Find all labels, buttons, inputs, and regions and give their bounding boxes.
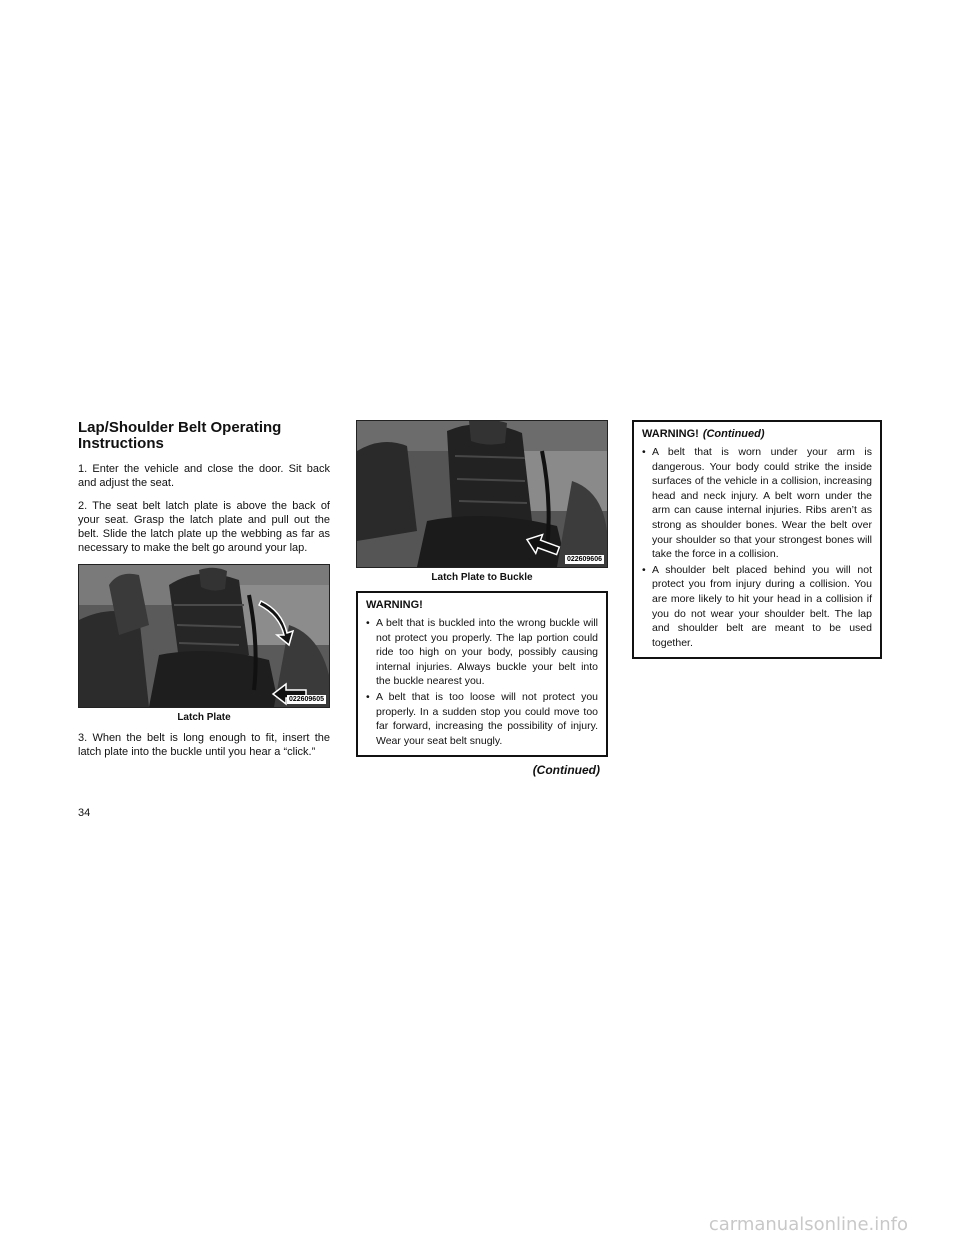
- watermark: carmanualsonline.info: [708, 1214, 908, 1235]
- bullet-icon: •: [642, 446, 646, 458]
- figure-code: 022609606: [566, 556, 602, 563]
- step-3: 3. When the belt is long enough to fit, insert the latch plate into the buckle until you hear a “click.”: [78, 732, 330, 758]
- figure-caption: Latch Plate: [177, 712, 231, 723]
- continued-label: (Continued): [532, 763, 600, 778]
- latch-plate-figure: [78, 564, 330, 708]
- warning-box-continued: [632, 420, 882, 659]
- page-number: 34: [78, 807, 91, 819]
- warning-list: [642, 445, 872, 650]
- right-column: [632, 420, 882, 659]
- seat-illustration-buckle: [357, 421, 607, 567]
- bullet-icon: •: [642, 563, 646, 576]
- figure-code: 022609605: [288, 696, 324, 703]
- latch-to-buckle-figure: [356, 420, 608, 568]
- warning-title: WARNING! (Continued): [642, 428, 765, 440]
- figure-caption: Latch Plate to Buckle: [431, 572, 533, 583]
- middle-column: [356, 420, 608, 777]
- seat-illustration-latch-plate: [79, 565, 329, 707]
- left-column: [78, 420, 330, 768]
- warning-continued-label: (Continued): [702, 428, 765, 440]
- list-item: • A belt that is too loose will not protect you properly. In a sudden stop you could move too far forward, increasing the possibility of injury. Wear your seat belt snugly.: [366, 690, 598, 747]
- bullet-icon: •: [366, 617, 370, 629]
- list-item: • A belt that is buckled into the wrong buckle will not protect you properly. The lap portion could ride too high on your body, possibly causing internal injuries. Always buckle your belt into the buckle nearest you.: [366, 617, 598, 688]
- section-title: Lap/Shoulder Belt Operating Instructions: [78, 419, 282, 452]
- warning-box: [356, 591, 608, 757]
- list-item: • A shoulder belt placed behind you will not protect you from injury during a collision. You are more likely to hit your head in a collision if you do not wear your shoulder belt. The lap and shoulder belt are meant to be used together.: [642, 563, 872, 649]
- step-2: 2. The seat belt latch plate is above the back of your seat. Grasp the latch plate and pull out the belt. Slide the latch plate up the webbing as far as necessary to make the belt go around your lap.: [78, 500, 330, 554]
- warning-list: [366, 616, 598, 748]
- step-1: 1. Enter the vehicle and close the door. Sit back and adjust the seat.: [78, 463, 330, 489]
- bullet-icon: •: [366, 690, 370, 703]
- warning-title: WARNING!: [366, 599, 423, 611]
- list-item: • A belt that is worn under your arm is dangerous. Your body could strike the inside surfaces of the vehicle in a collision, increasing head and neck injury. A belt worn under the arm can cause internal injuries. Ribs aren’t as strong as shoulder bones. Wear the belt over your shoulder so that your strongest bones will take the force in a collision.: [642, 446, 872, 561]
